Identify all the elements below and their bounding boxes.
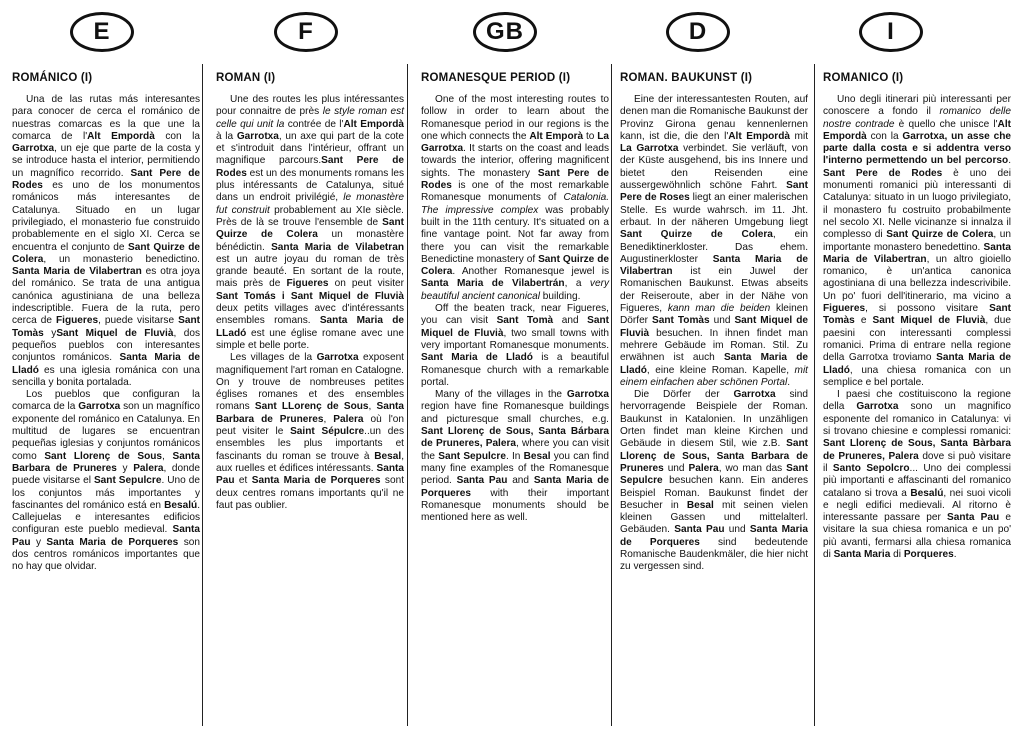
text-run: , eine kleine Roman. Kapelle,	[646, 364, 795, 376]
text-run: ist ein Juwel der Romanischen Baukunst. Etwas abseits der Reiseroute, aber in der Nähe von Figueres,	[620, 266, 808, 315]
text-run: un monastère bénédictin.	[216, 229, 404, 253]
bold-place-name: Sant Llorenç de Sous, Santa Bárbara de Pruneres, Palera	[421, 426, 609, 450]
text-run: probablement au XIe siècle. Près de là se trouve l'ensemble de	[216, 204, 404, 228]
language-badge-f: F	[274, 12, 338, 52]
text-run: , donde puede visitarse el	[12, 462, 200, 487]
bold-place-name: Porqueres	[903, 548, 954, 560]
text-run: , puede visitarse	[98, 315, 179, 327]
bold-place-name: Sant Llorenç de Sous, Santa Barbara de Pruneres	[620, 438, 808, 474]
bold-place-name: Figueres	[56, 315, 99, 327]
text-run: you can find many fine examples of the Romanesque period.	[421, 450, 609, 487]
italic-text: mit einem einfachen aber schönen Portal	[620, 364, 808, 388]
bold-place-name: Besal	[686, 499, 714, 511]
column-german	[620, 0, 808, 730]
bold-place-name: Besal	[374, 450, 402, 462]
bold-place-name: Besalú	[910, 487, 944, 499]
bold-place-name: Santa Pau	[216, 462, 404, 487]
bold-place-name: Sant Tomà	[496, 315, 554, 327]
bold-place-name: Sant Tomàs	[823, 303, 1011, 327]
text-run: Many of the villages in the	[435, 389, 567, 401]
bold-place-name: Palera	[688, 462, 719, 474]
section-heading: ROMANICO (I)	[823, 72, 904, 84]
body-text	[620, 94, 808, 574]
section-heading: ROMÁNICO (I)	[12, 72, 93, 84]
text-run: ..un des ensembles les plus importants et fascinants du roman se trouve à	[216, 426, 404, 462]
text-run: , where you can visit the	[421, 438, 609, 462]
bold-place-name: Palera	[133, 462, 164, 474]
column-divider	[814, 64, 815, 726]
text-run: , un axe qui part de la cote et s'introduit dans l'intérieur, offrant un magnifique parcours.	[216, 130, 404, 167]
text-run: , due paesini con interessanti complessi romanici. Prima di entrare nella regione della Garrotxa troviamo	[823, 315, 1011, 364]
bold-place-name: Santa Maria de Porqueres	[251, 475, 381, 487]
text-run: und	[709, 315, 735, 327]
text-run: is one of the most remarkable Romanesque monuments of	[421, 180, 609, 204]
paragraph	[421, 389, 609, 524]
bold-place-name: Santa Maria de LLadó	[216, 315, 405, 339]
badge-container	[823, 0, 1011, 60]
text-run: and	[553, 315, 588, 327]
text-run: Los pueblos que configuran la comarca de la	[12, 389, 200, 413]
text-run: con la	[154, 130, 200, 142]
bold-place-name: Santa Maria de Porqueres	[620, 524, 808, 548]
bold-place-name: Sant Pere de Rodes	[421, 167, 609, 192]
text-run: à la	[216, 130, 237, 142]
bold-place-name: Sant Miquel de Fluvià	[56, 327, 174, 339]
bold-place-name: Sant Pere de Rodes	[216, 155, 404, 179]
text-run: son un magnífico exponente del románico en Catalunya. En multitud de lugares se encuentran pequeñas iglesias y conjuntos románicos como	[12, 401, 200, 462]
text-run: on peut visiter	[328, 278, 404, 290]
italic-text: kann man die beiden	[667, 303, 771, 315]
bold-place-name: Palera	[333, 413, 364, 425]
bold-place-name: Garrotxa, un asse che parte dalla costa e si addentra verso l'interno permettendo un bel percorso	[823, 130, 1011, 167]
language-badge-e: E	[70, 12, 134, 52]
bold-place-name: Santa Pau	[12, 524, 200, 548]
badge-container	[421, 0, 609, 60]
text-run: di	[890, 548, 904, 560]
bold-place-name: Sant Sepulcre	[620, 462, 808, 487]
text-run: sono un magnifico esponente del romanico in Catalunya: vi si trovano chiesine e complessi romanici:	[823, 401, 1011, 438]
text-run: Une des routes les plus intéressantes pour connaitre de près	[216, 94, 404, 118]
bold-place-name: Santa Pau	[456, 475, 508, 487]
bold-place-name: Alt Emporà	[529, 130, 584, 142]
paragraph	[823, 94, 1011, 389]
text-run: est une église romane avec une simple et belle porte.	[216, 327, 404, 351]
bold-place-name: Sant Llorenç de Sous, Santa Bàrbara de Pruneres, Palera	[823, 438, 1011, 462]
bold-place-name: La Garrotxa	[620, 143, 679, 155]
section-heading: ROMAN. BAUKUNST (I)	[620, 72, 753, 84]
text-run: dove si può visitare il	[823, 450, 1011, 474]
text-run: sont deux centres romans importants qu'il ne faut pas oublier.	[216, 475, 404, 511]
column-divider	[202, 64, 203, 726]
bold-place-name: Alt Empordà	[823, 118, 1012, 142]
bold-place-name: Sant Miquel de Fluvià	[872, 315, 986, 327]
text-run: es uno de los monumentos románicos más interesantes de Catalunya. Situado en un lugar privilegiado, el monasterio fue construido probablemente en el siglo XI. Cerca se encuentra el conjunto de	[12, 180, 200, 253]
text-run: to	[583, 130, 598, 142]
text-run: Una de las rutas más interesantes para conocer de cerca el románico de nuestras comarcas es la que une la comarca de l'	[12, 94, 200, 142]
text-run: mit	[790, 130, 808, 142]
bold-place-name: Sant Sepulcre	[438, 450, 506, 462]
text-run: Les villages de la	[230, 352, 317, 364]
column-spanish	[12, 0, 200, 730]
bold-place-name: Sant Sepulcre	[93, 475, 162, 487]
text-run: liegt an einer malerischen Stelle. Es wurde wahrsch. im 11. Jht. erbaut. In der näheren Umgebung liegt	[620, 192, 808, 228]
bold-place-name: Santa Pau	[674, 524, 725, 536]
italic-text: le style roman est celle qui unit la	[216, 106, 404, 130]
text-run: is a beautiful Romanesque church with a remarkable portal.	[421, 352, 609, 388]
paragraph	[823, 389, 1011, 561]
bold-place-name: Santa Pau	[947, 512, 1000, 524]
text-run: y	[30, 536, 47, 548]
text-run: es otra joya del románico. Se trata de una antigua canónica agustiniana de una belleza indescriptible. Fuera de la ruta, pero cerca de	[12, 266, 200, 327]
text-run: with their important Romanesque monuments should be mentioned here as well.	[421, 487, 609, 524]
bold-place-name: Figueres	[823, 303, 866, 315]
italic-text: le monastère fut construit	[216, 192, 404, 216]
language-badge-gb: GB	[473, 12, 537, 52]
column-french	[216, 0, 404, 730]
bold-place-name: Santa Maria de Vilabetran	[271, 241, 404, 253]
paragraph	[12, 389, 200, 573]
text-run: et	[234, 475, 252, 487]
bold-place-name: Garrotxa	[78, 401, 121, 413]
text-run: mit seinen vielen kleinen Gassen und mittelalterl. Gebäuden.	[620, 499, 808, 536]
text-run: , two small towns with very important Romanesque monuments.	[421, 327, 609, 351]
section-heading: ROMAN (I)	[216, 72, 276, 84]
paragraph	[421, 303, 609, 389]
bold-place-name: Garrotxa	[12, 143, 55, 155]
bold-place-name: Figueres	[286, 278, 329, 290]
text-run: ... Uno dei complessi più importanti e affascinanti del romanico catalano si trova a	[823, 462, 1011, 499]
bold-place-name: Besal	[523, 450, 551, 462]
bold-place-name: Santa Maria de Vilabertran	[620, 253, 808, 278]
text-run: , si possono visitare	[865, 303, 990, 315]
text-run: y	[43, 327, 57, 339]
text-run: es una iglesia románica con una sencilla y bonita portalada.	[12, 364, 200, 388]
bold-place-name: Alt Empordà	[87, 130, 155, 142]
text-run: kleinen Dörfer	[620, 303, 809, 327]
text-run: , wo man das	[718, 462, 787, 474]
text-run: , nei suoi vicoli e negli edifici medievali. Al ritorno è interessante passare per	[823, 487, 1011, 524]
bold-place-name: Sant Pere de Rodes	[823, 167, 943, 179]
bold-place-name: Alt Empordà	[343, 118, 404, 130]
text-run: est un autre joyau du roman de très grande beauté. En sortant de la route, mais près de	[216, 253, 404, 290]
bold-place-name: Sant Pere de Roses	[620, 180, 808, 204]
text-run: con la	[866, 130, 903, 142]
paragraph	[421, 94, 609, 303]
text-run: I paesi che costituiscono la regione della	[823, 389, 1011, 413]
paragraph	[12, 94, 200, 389]
bold-place-name: Garrotxa	[316, 352, 359, 364]
column-italian	[823, 0, 1011, 730]
body-text	[216, 94, 404, 512]
text-run: son dos centros románicos importantes que no hay que olvidar.	[12, 536, 200, 573]
text-run: sind bedeutende Romanische Baudenkmäler, die hier nicht zu vergessen sind.	[620, 536, 808, 573]
text-run: .	[787, 376, 791, 388]
text-run: ,	[368, 401, 377, 413]
text-run: Uno degli itinerari più interessanti per conoscere a fondo il	[823, 94, 1011, 118]
text-run: sind hervorragende Beispiele der Roman. Baukunst in Katalonien. In unzähligen Orten findet man kleine Kirchen und Gebäude in diesem Stil, wie z.B.	[620, 389, 808, 450]
text-run: , un altro gioiello romanico, è un'antica canonica agostiniana di una bellezza indescrivibile. Un po' fuori dell'itinerario, ma vicino a	[823, 253, 1011, 302]
text-run: , un eje que parte de la costa y se introduce hasta el interior, permitiendo un magnífico recorrido.	[12, 143, 200, 179]
bold-place-name: Sant Quirze de Colera	[421, 253, 609, 278]
bold-place-name: Garrotxa	[856, 401, 899, 413]
language-badge-i: I	[859, 12, 923, 52]
text-run: verbindet. Sie verläuft, von der Küste ausgehend, bis ins Innere und bietet den Reisenden eine aussergewöhnlich schöne Fahrt.	[620, 143, 808, 192]
text-run: ,	[323, 413, 334, 425]
italic-text: romanico delle nostre contrade	[823, 106, 1011, 130]
text-run: , a	[564, 278, 590, 290]
section-heading: ROMANESQUE PERIOD (I)	[421, 72, 571, 84]
bold-place-name: Santa Maria de Porqueres	[46, 536, 179, 548]
text-run: besuchen kann. Ein anderes Beispiel Roman. Baukunst findet der Besucher in	[620, 475, 808, 511]
text-run: .	[1008, 155, 1011, 167]
italic-text: Catalonia. The impressive complex	[421, 192, 609, 216]
bold-place-name: Garrotxa	[566, 389, 609, 401]
body-text	[421, 94, 609, 524]
bold-place-name: Sant Tomàs	[12, 315, 200, 339]
text-run: . In	[505, 450, 524, 462]
text-run: . Uno de los conjuntos más importantes y fascinantes del románico está en	[12, 475, 200, 511]
text-run: contrée de l'	[284, 118, 344, 130]
bold-place-name: Santa Barbara de Pruneres	[12, 450, 200, 474]
column-english	[421, 0, 609, 730]
text-run: und	[724, 524, 750, 536]
italic-text: very beautiful ancient canonical	[421, 278, 609, 302]
text-run: and	[507, 475, 534, 487]
bold-place-name: Santa Maria de Vilabertran	[823, 241, 1011, 265]
bold-place-name: Sant Tomás i Sant Miquel de Fluvià	[216, 290, 404, 302]
bold-place-name: Sant LLorenç de Sous	[254, 401, 369, 413]
bold-place-name: Saint Sépulcre	[290, 426, 365, 438]
text-run: , una chiesa romanica con un semplice e bel portale.	[823, 364, 1011, 388]
language-badge-d: D	[666, 12, 730, 52]
text-run: è uno dei monumenti romanici più interessanti di Catalunya: situato in un luogo privilegiato, il monastero fu costruito probabilmente nel secolo XI. Nelle vicinanze si innalza il complesso di	[823, 167, 1011, 241]
text-run: e visitare la sua chiesa romanica e un po' più avanti, fermarsi alla chiesa romanica di	[823, 512, 1011, 560]
text-run: building.	[539, 290, 581, 302]
bold-place-name: Sant Miquel de Fluvià	[421, 315, 609, 339]
column-divider	[407, 64, 408, 726]
text-run: è quello che unisce l'	[894, 118, 998, 130]
bold-place-name: Sant Maria de Lladó	[421, 352, 533, 364]
body-text	[823, 94, 1011, 561]
text-run: und	[663, 462, 689, 474]
bold-place-name: Garrotxa	[236, 130, 279, 142]
bold-place-name: Santa Maria de Vilabertran	[12, 266, 142, 278]
badge-container	[12, 0, 200, 60]
text-run: besuchen. In ihnen findet man mehrere Gebäude im Roman. Stil. Zu erwähnen ist auch	[620, 327, 808, 364]
text-run: . It starts on the coast and leads towards the interior, offering magnificent sights. The monastery	[421, 143, 609, 179]
bold-place-name: Sant Tomàs	[652, 315, 710, 327]
text-run: deux petits villages avec d'intéressants ensembles romans.	[216, 303, 404, 327]
text-run: was probably built in the 11th century. It's situated on a fine vantage point. Not far away from there you can visit the remarkable Benedictine monastery of	[421, 204, 610, 265]
bold-place-name: Santa Maria de Vilabertrán	[421, 278, 565, 290]
text-run: Die Dörfer der	[634, 389, 734, 401]
bold-place-name: Sant Quirze de Colera	[886, 229, 994, 241]
bold-place-name: Garrotxa	[733, 389, 776, 401]
paragraph	[216, 352, 404, 512]
text-run: , un importante monastero benedettino.	[823, 229, 1012, 253]
text-run: .	[953, 548, 957, 560]
paragraph	[620, 389, 808, 573]
text-run: . Another Romanesque jewel is	[452, 266, 609, 278]
text-run: exposent magnifiquement l'art roman en Catalogne. On y trouve de nombreuses petites églises romanes et des ensembles romans	[216, 352, 404, 413]
text-run: où l'on peut visiter le	[216, 413, 404, 438]
text-run: , dos pequeños pueblos con interesantes conjuntos románicos.	[12, 327, 201, 364]
text-run: y	[116, 462, 134, 474]
text-run: . Callejuelas e interesantes edificios configuran este pueblo medieval.	[12, 499, 200, 536]
bold-place-name: Santo Sepolcro	[832, 462, 910, 474]
bold-place-name: Santa Maria de Lladó	[12, 352, 200, 376]
text-run: , un monasterio benedictino.	[43, 253, 200, 265]
text-run: e	[854, 315, 873, 327]
text-run: Off the beaten track, near Figueres, you can visit	[421, 303, 609, 327]
bold-place-name: Sant Quirze de Colera	[620, 229, 773, 241]
body-text	[12, 94, 200, 574]
bold-place-name: Alt Empordà	[728, 130, 790, 142]
text-run: , ein Benediktinerkloster. Das ehem. Augustinerkloster	[620, 229, 808, 265]
bold-place-name: Santa Maria	[833, 548, 891, 560]
text-run: region have fine Romanesque buildings and picturesque small churches, e.g.	[421, 401, 609, 425]
text-run: est un des monuments romans les plus intéressants de Catalunya, situé dans un endroit privilégié,	[216, 167, 404, 204]
bold-place-name: Santa Barbara de Pruneres	[216, 401, 405, 425]
bold-place-name: Sant Quirze de Colera	[12, 241, 201, 265]
paragraph	[216, 94, 404, 352]
bold-place-name: Santa Maria de Lladó	[823, 352, 1011, 376]
paragraph	[620, 94, 808, 389]
badge-container	[216, 0, 404, 60]
text-run: Eine der interessantesten Routen, auf denen man die Romanische Baukunst der Provinz Girona genau kennenlernen kann, ist die, die den l'	[620, 94, 808, 142]
bold-place-name: Sant Quirze de Colera	[216, 216, 404, 241]
badge-container	[620, 0, 808, 60]
bold-place-name: La Garrotxa	[421, 130, 610, 155]
bold-place-name: Santa Maria de Porqueres	[421, 475, 609, 499]
column-divider	[611, 64, 612, 726]
text-run: , aux ruelles et édifices intéressants.	[216, 450, 404, 474]
bold-place-name: Santa Maria de Lladó	[620, 352, 808, 376]
bold-place-name: Sant Pere de Rodes	[12, 167, 200, 192]
bold-place-name: Sant Llorenç de Sous	[44, 450, 163, 462]
bold-place-name: Besalú	[164, 499, 198, 511]
text-run: One of the most interesting routes to follow in order to learn about the Romanesque period in our regions is the one which connects the	[421, 94, 609, 142]
bold-place-name: Sant Miquel de Fluvià	[620, 315, 808, 339]
text-run: ,	[162, 450, 173, 462]
